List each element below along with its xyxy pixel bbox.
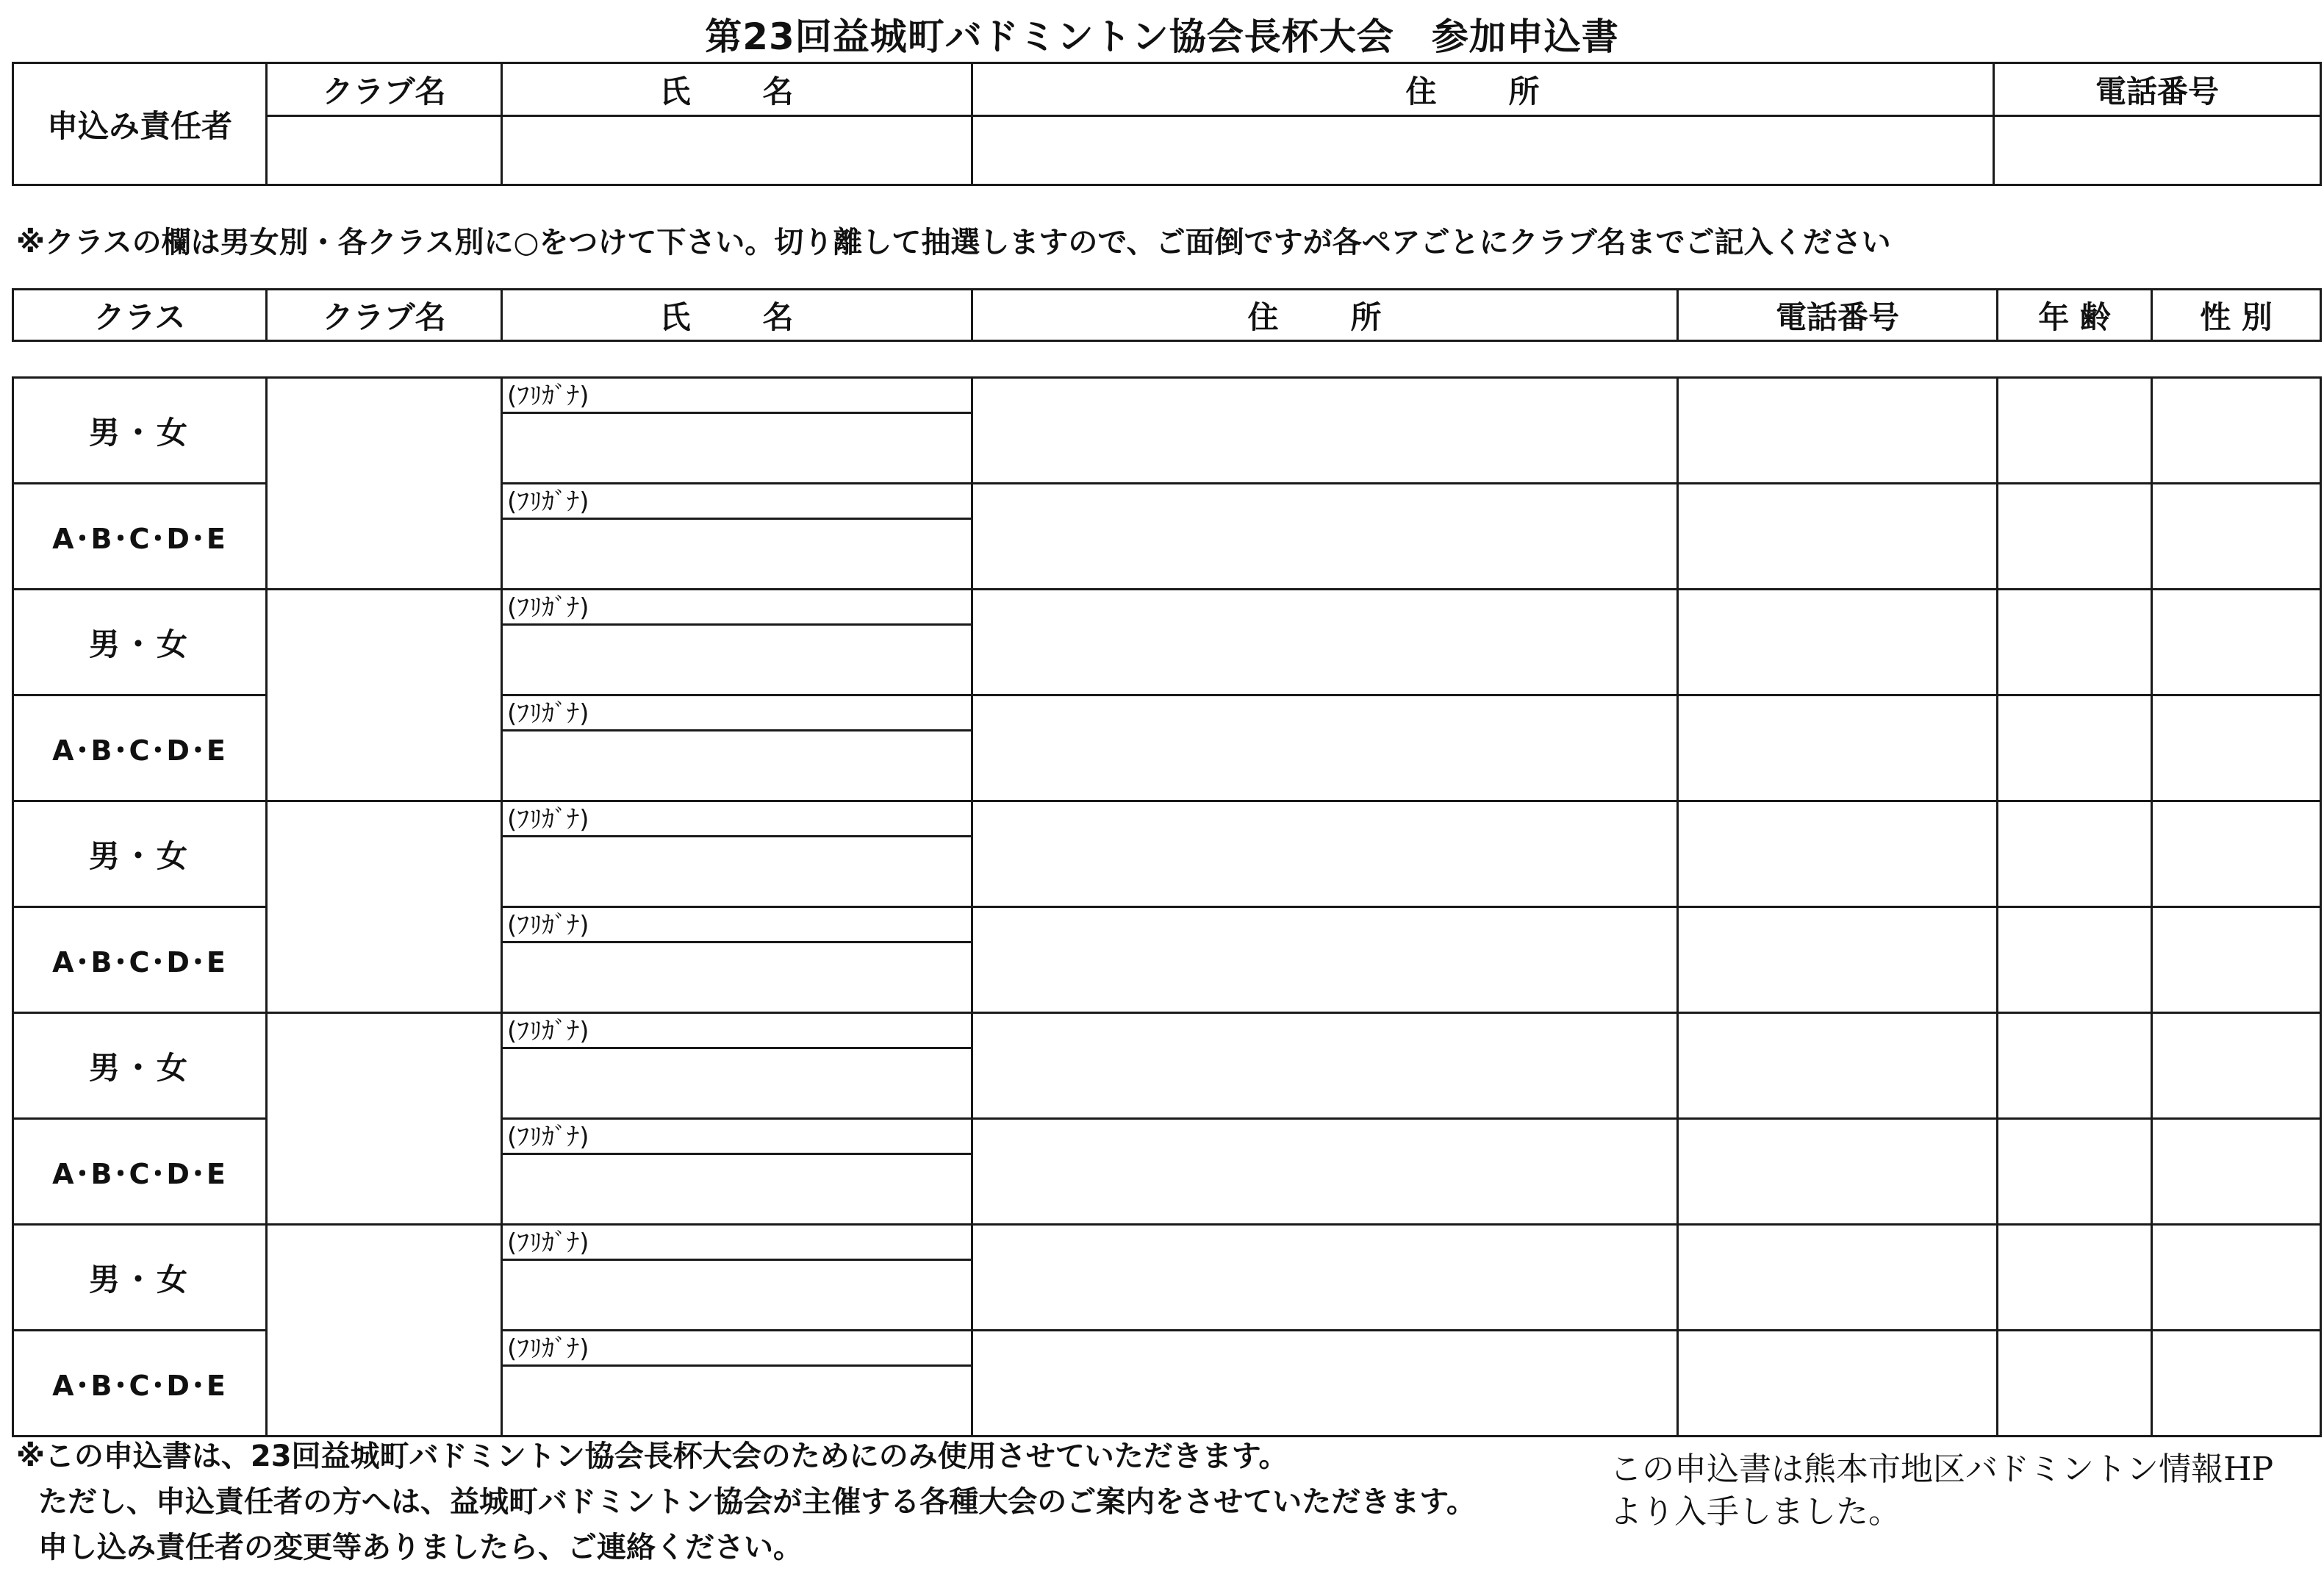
age-field[interactable]	[1998, 1013, 2152, 1119]
age-field[interactable]	[1998, 801, 2152, 907]
furigana-label: (ﾌﾘｶﾞﾅ)	[503, 379, 971, 414]
player-name-field[interactable]	[502, 590, 972, 695]
phone-field[interactable]	[1678, 378, 1998, 484]
player-name-field[interactable]	[502, 695, 972, 801]
entry-header-gender: 性 別	[2152, 290, 2321, 341]
phone-field[interactable]	[1678, 801, 1998, 907]
age-field[interactable]	[1998, 590, 2152, 695]
source-line: より入手しました。	[1610, 1493, 1901, 1531]
gender-field[interactable]	[2152, 695, 2321, 801]
footer-line: ※この申込書は、23回益城町バドミントン協会長杯大会のためにのみ使用させていただきます。	[16, 1439, 1288, 1473]
responsible-club-field[interactable]	[267, 116, 502, 185]
header-club-name: クラブ名	[267, 63, 502, 116]
furigana-label: (ﾌﾘｶﾞﾅ)	[503, 1120, 971, 1155]
gender-field[interactable]	[2152, 1225, 2321, 1331]
phone-field[interactable]	[1678, 907, 1998, 1013]
furigana-label: (ﾌﾘｶﾞﾅ)	[503, 802, 971, 837]
gender-field[interactable]	[2152, 801, 2321, 907]
player-name-field[interactable]	[502, 907, 972, 1013]
age-field[interactable]	[1998, 907, 2152, 1013]
name-input-area[interactable]	[503, 943, 971, 1012]
furigana-label: (ﾌﾘｶﾞﾅ)	[503, 1331, 971, 1367]
class-gender-cell[interactable]: 男・女	[13, 1225, 267, 1331]
furigana-label: (ﾌﾘｶﾞﾅ)	[503, 1014, 971, 1049]
address-field[interactable]	[972, 1225, 1678, 1331]
age-field[interactable]	[1998, 378, 2152, 484]
furigana-label: (ﾌﾘｶﾞﾅ)	[503, 1226, 971, 1261]
player-name-field[interactable]	[502, 484, 972, 590]
entry-header-phone: 電話番号	[1678, 290, 1998, 341]
address-field[interactable]	[972, 1119, 1678, 1225]
entry-row	[13, 1013, 2321, 1119]
footer-line: 申し込み責任者の変更等ありましたら、ご連絡ください。	[38, 1531, 803, 1564]
name-input-area[interactable]	[503, 626, 971, 694]
entry-header-name: 氏 名	[502, 290, 972, 341]
entry-table	[12, 376, 2322, 1437]
name-input-area[interactable]	[503, 1261, 971, 1329]
entry-row	[13, 590, 2321, 695]
phone-field[interactable]	[1678, 1331, 1998, 1437]
furigana-label: (ﾌﾘｶﾞﾅ)	[503, 484, 971, 520]
age-field[interactable]	[1998, 1225, 2152, 1331]
age-field[interactable]	[1998, 484, 2152, 590]
furigana-label: (ﾌﾘｶﾞﾅ)	[503, 590, 971, 626]
gender-field[interactable]	[2152, 484, 2321, 590]
address-field[interactable]	[972, 1013, 1678, 1119]
address-field[interactable]	[972, 695, 1678, 801]
gender-field[interactable]	[2152, 1331, 2321, 1437]
responsible-address-field[interactable]	[972, 116, 1994, 185]
source-line: この申込書は熊本市地区バドミントン情報HP	[1610, 1450, 2274, 1488]
header-address: 住 所	[972, 63, 1994, 116]
gender-field[interactable]	[2152, 1013, 2321, 1119]
age-field[interactable]	[1998, 695, 2152, 801]
club-name-field[interactable]	[267, 1225, 502, 1437]
name-input-area[interactable]	[503, 1155, 971, 1223]
gender-field[interactable]	[2152, 378, 2321, 484]
entry-row	[13, 378, 2321, 484]
name-input-area[interactable]	[503, 837, 971, 906]
player-name-field[interactable]	[502, 378, 972, 484]
footer-line: ただし、申込責任者の方へは、益城町バドミントン協会が主催する各種大会のご案内をさせていただきます。	[38, 1485, 1476, 1519]
footer-notes	[16, 1434, 1476, 1570]
responsible-phone-field[interactable]	[1994, 116, 2321, 185]
age-field[interactable]	[1998, 1119, 2152, 1225]
name-input-area[interactable]	[503, 414, 971, 482]
class-level-cell[interactable]: A･B･C･D･E	[13, 1119, 267, 1225]
entry-header-address: 住 所	[972, 290, 1678, 341]
phone-field[interactable]	[1678, 1013, 1998, 1119]
address-field[interactable]	[972, 378, 1678, 484]
phone-field[interactable]	[1678, 590, 1998, 695]
phone-field[interactable]	[1678, 695, 1998, 801]
header-name: 氏 名	[502, 63, 972, 116]
entry-header-age: 年 齢	[1998, 290, 2152, 341]
class-gender-cell[interactable]: 男・女	[13, 378, 267, 484]
address-field[interactable]	[972, 590, 1678, 695]
player-name-field[interactable]	[502, 801, 972, 907]
class-level-cell[interactable]: A･B･C･D･E	[13, 907, 267, 1013]
entry-row	[13, 801, 2321, 907]
name-input-area[interactable]	[503, 1049, 971, 1117]
header-phone: 電話番号	[1994, 63, 2321, 116]
player-name-field[interactable]	[502, 1225, 972, 1331]
name-input-area[interactable]	[503, 520, 971, 588]
source-note	[1610, 1448, 2273, 1534]
entry-header-table	[12, 288, 2322, 342]
address-field[interactable]	[972, 1331, 1678, 1437]
gender-field[interactable]	[2152, 590, 2321, 695]
phone-field[interactable]	[1678, 1225, 1998, 1331]
gender-field[interactable]	[2152, 907, 2321, 1013]
responsible-person-table	[12, 62, 2322, 186]
furigana-label: (ﾌﾘｶﾞﾅ)	[503, 696, 971, 731]
club-name-field[interactable]	[267, 801, 502, 1013]
address-field[interactable]	[972, 907, 1678, 1013]
phone-field[interactable]	[1678, 1119, 1998, 1225]
club-name-field[interactable]	[267, 590, 502, 801]
club-name-field[interactable]	[267, 1013, 502, 1225]
class-level-cell[interactable]: A･B･C･D･E	[13, 695, 267, 801]
player-name-field[interactable]	[502, 1013, 972, 1119]
entry-row	[13, 1225, 2321, 1331]
class-instruction-note: ※クラスの欄は男女別・各クラス別に○をつけて下さい。切り離して抽選しますので、ご面倒ですが各ペアごとにクラブ名までご記入ください	[16, 226, 1891, 260]
name-input-area[interactable]	[503, 1367, 971, 1435]
address-field[interactable]	[972, 801, 1678, 907]
phone-field[interactable]	[1678, 484, 1998, 590]
player-name-field[interactable]	[502, 1119, 972, 1225]
responsible-row-label: 申込み責任者	[13, 63, 267, 185]
class-gender-cell[interactable]: 男・女	[13, 590, 267, 695]
class-level-cell[interactable]: A･B･C･D･E	[13, 484, 267, 590]
address-field[interactable]	[972, 484, 1678, 590]
club-name-field[interactable]	[267, 378, 502, 590]
responsible-name-field[interactable]	[502, 116, 972, 185]
form-title: 第23回益城町バドミントン協会長杯大会 参加申込書	[705, 15, 1619, 58]
gender-field[interactable]	[2152, 1119, 2321, 1225]
entry-header-class: クラス	[13, 290, 267, 341]
class-gender-cell[interactable]: 男・女	[13, 801, 267, 907]
name-input-area[interactable]	[503, 731, 971, 800]
player-name-field[interactable]	[502, 1331, 972, 1437]
entry-header-club: クラブ名	[267, 290, 502, 341]
class-gender-cell[interactable]: 男・女	[13, 1013, 267, 1119]
class-level-cell[interactable]: A･B･C･D･E	[13, 1331, 267, 1437]
age-field[interactable]	[1998, 1331, 2152, 1437]
furigana-label: (ﾌﾘｶﾞﾅ)	[503, 908, 971, 943]
